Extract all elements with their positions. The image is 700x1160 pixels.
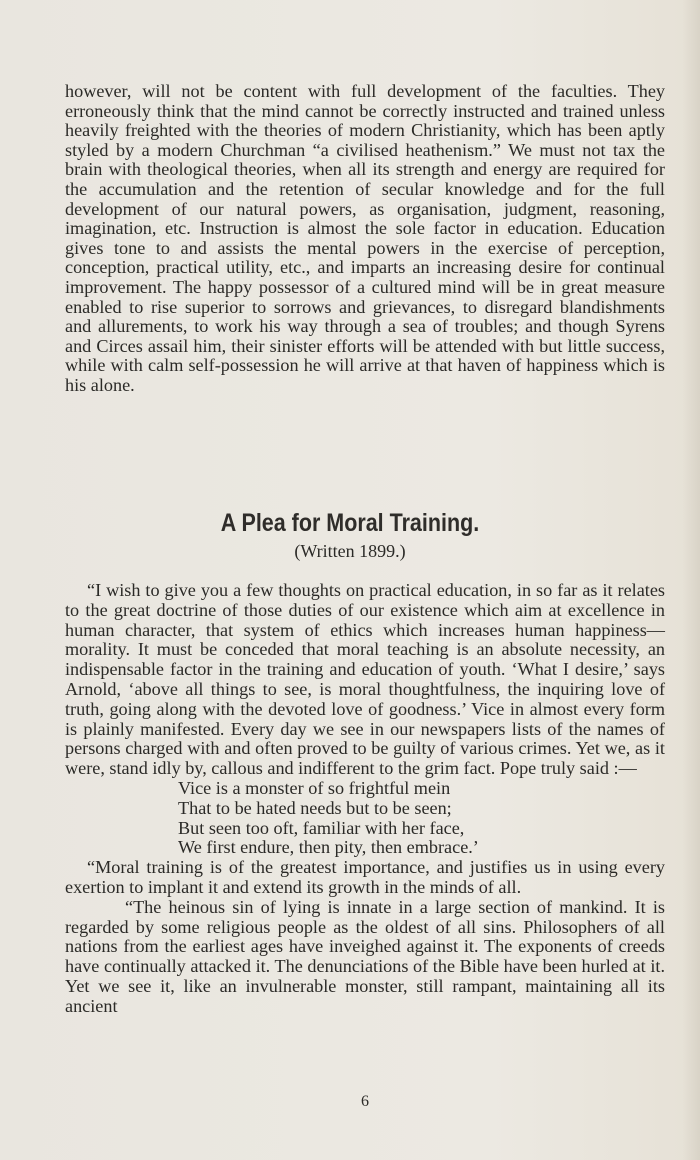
poem-line-3: But seen too oft, familiar with her face, — [178, 817, 465, 838]
body-paragraph-2: “Moral training is of the greatest importance, and justifies us in using every exertion to implant it and extend its growth in the minds of all. — [65, 857, 665, 897]
poem-line-4: We first endure, then pity, then embrace.’ — [178, 837, 479, 858]
poem-line-1: Vice is a monster of so frightful mein — [178, 777, 451, 798]
page-number: 6 — [361, 1093, 369, 1110]
body-paragraph-1: “I wish to give you a few thoughts on practical education, in so far as it relates to the great doctrine of those duties of our existence which aim at excellence in human character, that system of ethics which increases human happiness—morality. It must be conceded that moral teaching is an absolute necessity, an indispensable factor in the training and education of youth. ‘What I desire,’ says Arnold, ‘above all things to see, is moral thoughtfulness, the inquiring love of truth, going along with the devoted love of goodness.’ Vice in almost every form is plainly manifested. Every day we see in our newspapers lists of the names of persons charged with and often proved to be guilty of various crimes. Yet we, as it were, stand idly by, callous and indifferent to the grim fact. Pope truly said :— — [65, 580, 665, 779]
body-paragraph-3: “The heinous sin of lying is innate in a large section of mankind. It is regarded by some religious people as the oldest of all sins. Philosophers of all nations from the earliest ages have inveighed against it. The exponents of creeds have continually attacked it. The denunciations of the Bible have been hurled at it. Yet we see it, like an invulnerable monster, still rampant, maintaining all its ancient — [65, 896, 665, 1016]
opening-text-block — [65, 82, 665, 396]
section-body — [65, 581, 665, 1017]
page-edge-shadow — [682, 0, 700, 1160]
section-subtitle: (Written 1899.) — [294, 541, 406, 561]
opening-paragraph: however, will not be content with full development of the faculties. They erroneously think that the mind cannot be correctly instructed and trained unless heavily freighted with the theories of modern Christianity, which has been aptly styled by a modern Churchman “a civilised heathenism.” We must not tax the brain with theological theories, when all its strength and energy are required for the accumulation and the retention of secular knowledge and for the full development of our natural powers, as organisation, judgment, reasoning, imagination, etc. Instruction is almost the sole factor in education. Education gives tone to and assists the mental powers in the exercise of perception, conception, practical utility, etc., and imparts an increasing desire for continual improvement. The happy possessor of a cultured mind will be in great measure enabled to rise superior to sorrows and grievances, to disregard blandishments and allurements, to work his way through a sea of troubles; and though Syrens and Circes assail him, their sinister efforts will be attended with but little success, while with calm self-possession he will arrive at that haven of happiness which is his alone. — [65, 81, 665, 395]
section-title: A Plea for Moral Training. — [220, 509, 480, 537]
poem-quote — [65, 779, 665, 858]
poem-line-2: That to be hated needs but to be seen; — [178, 797, 452, 818]
